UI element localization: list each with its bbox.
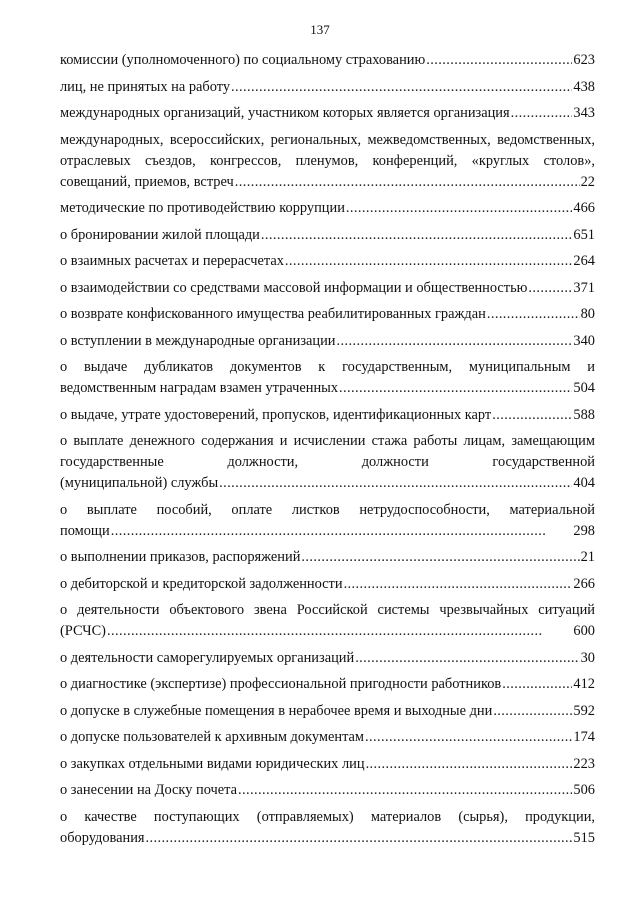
page-reference: 298 xyxy=(573,522,595,539)
entry-last-line xyxy=(60,828,595,849)
dot-leader xyxy=(355,648,579,669)
entry-text: о выдаче дубликатов документов к государственным, муниципальным и xyxy=(60,359,595,375)
page-reference: 174 xyxy=(573,729,595,745)
index-entry xyxy=(60,780,595,801)
dot-leader xyxy=(238,780,572,801)
entry-text: о дебиторской и кредиторской задолженности xyxy=(60,575,343,592)
index-entry xyxy=(60,674,595,695)
subject-index xyxy=(60,50,595,849)
dot-leader xyxy=(493,701,572,722)
entry-text: о деятельности саморегулируемых организаций xyxy=(60,649,355,666)
dot-leader xyxy=(511,103,573,124)
entry-last-line xyxy=(60,521,595,542)
index-entry xyxy=(60,754,595,775)
entry-last-line xyxy=(60,172,595,193)
index-entry xyxy=(60,600,595,642)
index-entry xyxy=(60,251,595,272)
page-reference: 264 xyxy=(573,253,595,269)
entry-text: о занесении на Доску почета xyxy=(60,782,237,798)
index-entry xyxy=(60,357,595,399)
dot-leader xyxy=(528,278,572,299)
dot-leader xyxy=(107,621,572,642)
page-reference: 30 xyxy=(580,649,595,666)
page-reference: 266 xyxy=(573,575,595,592)
dot-leader xyxy=(261,225,573,246)
dot-leader xyxy=(492,405,572,426)
dot-leader xyxy=(366,754,573,775)
entry-text: о допуске пользователей к архивным документам xyxy=(60,729,365,745)
page-reference: 371 xyxy=(573,279,595,296)
page-reference: 592 xyxy=(573,702,595,719)
entry-text: о взаимных расчетах и перерасчетах xyxy=(60,253,284,269)
index-entry xyxy=(60,225,595,246)
dot-leader xyxy=(339,378,572,399)
page-reference: 404 xyxy=(573,475,595,491)
entry-text: о выплате пособий, оплате листков нетрудоспособности, материальной xyxy=(60,501,595,518)
index-entry xyxy=(60,405,595,426)
entry-text-end: оборудования xyxy=(60,829,145,846)
dot-leader xyxy=(365,727,572,748)
page-reference: 438 xyxy=(573,78,595,95)
page-reference: 515 xyxy=(573,829,595,846)
dot-leader xyxy=(487,304,580,325)
entry-text: методические по противодействию коррупции xyxy=(60,200,345,216)
page-reference: 600 xyxy=(573,623,595,639)
entry-text-end: (муниципальной) службы xyxy=(60,475,219,491)
entry-last-line xyxy=(60,621,595,642)
index-entry xyxy=(60,727,595,748)
entry-text: о деятельности объектового звена Российской системы чрезвычайных ситуаций xyxy=(60,602,595,618)
entry-text: о диагностике (экспертизе) профессиональной пригодности работников xyxy=(60,676,502,692)
dot-leader xyxy=(346,198,573,219)
entry-text: международных организаций, участником которых является организация xyxy=(60,105,510,121)
entry-text-end: совещаний, приемов, встреч xyxy=(60,173,234,190)
entry-text-end: помощи xyxy=(60,522,110,539)
page-reference: 412 xyxy=(573,676,595,692)
dot-leader xyxy=(111,521,573,542)
index-entry xyxy=(60,431,595,494)
index-entry xyxy=(60,500,595,542)
index-entry xyxy=(60,648,595,669)
index-entry xyxy=(60,807,595,849)
page-reference: 623 xyxy=(573,52,595,68)
index-entry xyxy=(60,103,595,124)
dot-leader xyxy=(337,331,573,352)
dot-leader xyxy=(231,77,572,98)
index-entry xyxy=(60,547,595,568)
index-entry xyxy=(60,278,595,299)
dot-leader xyxy=(219,473,572,494)
entry-text: о выдаче, утрате удостоверений, пропусков, идентификационных карт xyxy=(60,406,492,423)
entry-text: о закупках отдельными видами юридических лиц xyxy=(60,755,365,772)
entry-text: о допуске в служебные помещения в нерабочее время и выходные дни xyxy=(60,702,493,719)
entry-text: международных, всероссийских, региональных, межведомственных, ведомственных, отраслевых съездов, конгрессов, пленумов, конференций, «круглых столов», xyxy=(60,131,595,169)
dot-leader xyxy=(285,251,573,272)
page-reference: 223 xyxy=(573,755,595,772)
entry-text: о вступлении в международные организации xyxy=(60,332,336,349)
entry-text: о выплате денежного содержания и исчислении стажа работы лицам, замещающим государственные должности, должности государственной xyxy=(60,433,595,470)
entry-text: о бронировании жилой площади xyxy=(60,226,260,243)
index-entry xyxy=(60,304,595,325)
index-entry xyxy=(60,198,595,219)
entry-text: о взаимодействии со средствами массовой информации и общественностью xyxy=(60,279,528,296)
page-reference: 22 xyxy=(580,173,595,190)
entry-text: о выполнении приказов, распоряжений xyxy=(60,549,301,565)
dot-leader xyxy=(426,50,572,71)
dot-leader xyxy=(146,828,573,849)
entry-text-end: (РСЧС) xyxy=(60,623,106,639)
index-entry xyxy=(60,701,595,722)
dot-leader xyxy=(235,172,580,193)
dot-leader xyxy=(502,674,572,695)
page-reference: 506 xyxy=(573,782,595,798)
entry-last-line xyxy=(60,473,595,494)
page-reference: 466 xyxy=(573,200,595,216)
page-number: 137 xyxy=(310,22,330,37)
index-entry xyxy=(60,130,595,193)
page-reference: 343 xyxy=(573,105,595,121)
entry-text: комиссии (уполномоченного) по социальному страхованию xyxy=(60,52,426,68)
page-reference: 340 xyxy=(573,332,595,349)
page-reference: 588 xyxy=(573,406,595,423)
page-reference: 651 xyxy=(573,226,595,243)
page-reference: 504 xyxy=(573,380,595,396)
entry-text: о качестве поступающих (отправляемых) материалов (сырья), продукции, xyxy=(60,808,595,825)
index-entry xyxy=(60,50,595,71)
index-entry xyxy=(60,574,595,595)
dot-leader xyxy=(344,574,573,595)
entry-last-line xyxy=(60,378,595,399)
page-reference: 80 xyxy=(580,306,595,322)
index-entry xyxy=(60,77,595,98)
entry-text: о возврате конфискованного имущества реабилитированных граждан xyxy=(60,306,486,322)
index-entry xyxy=(60,331,595,352)
entry-text: лиц, не принятых на работу xyxy=(60,78,231,95)
dot-leader xyxy=(301,547,579,568)
entry-text-end: ведомственным наградам взамен утраченных xyxy=(60,380,339,396)
page-reference: 21 xyxy=(580,549,595,565)
